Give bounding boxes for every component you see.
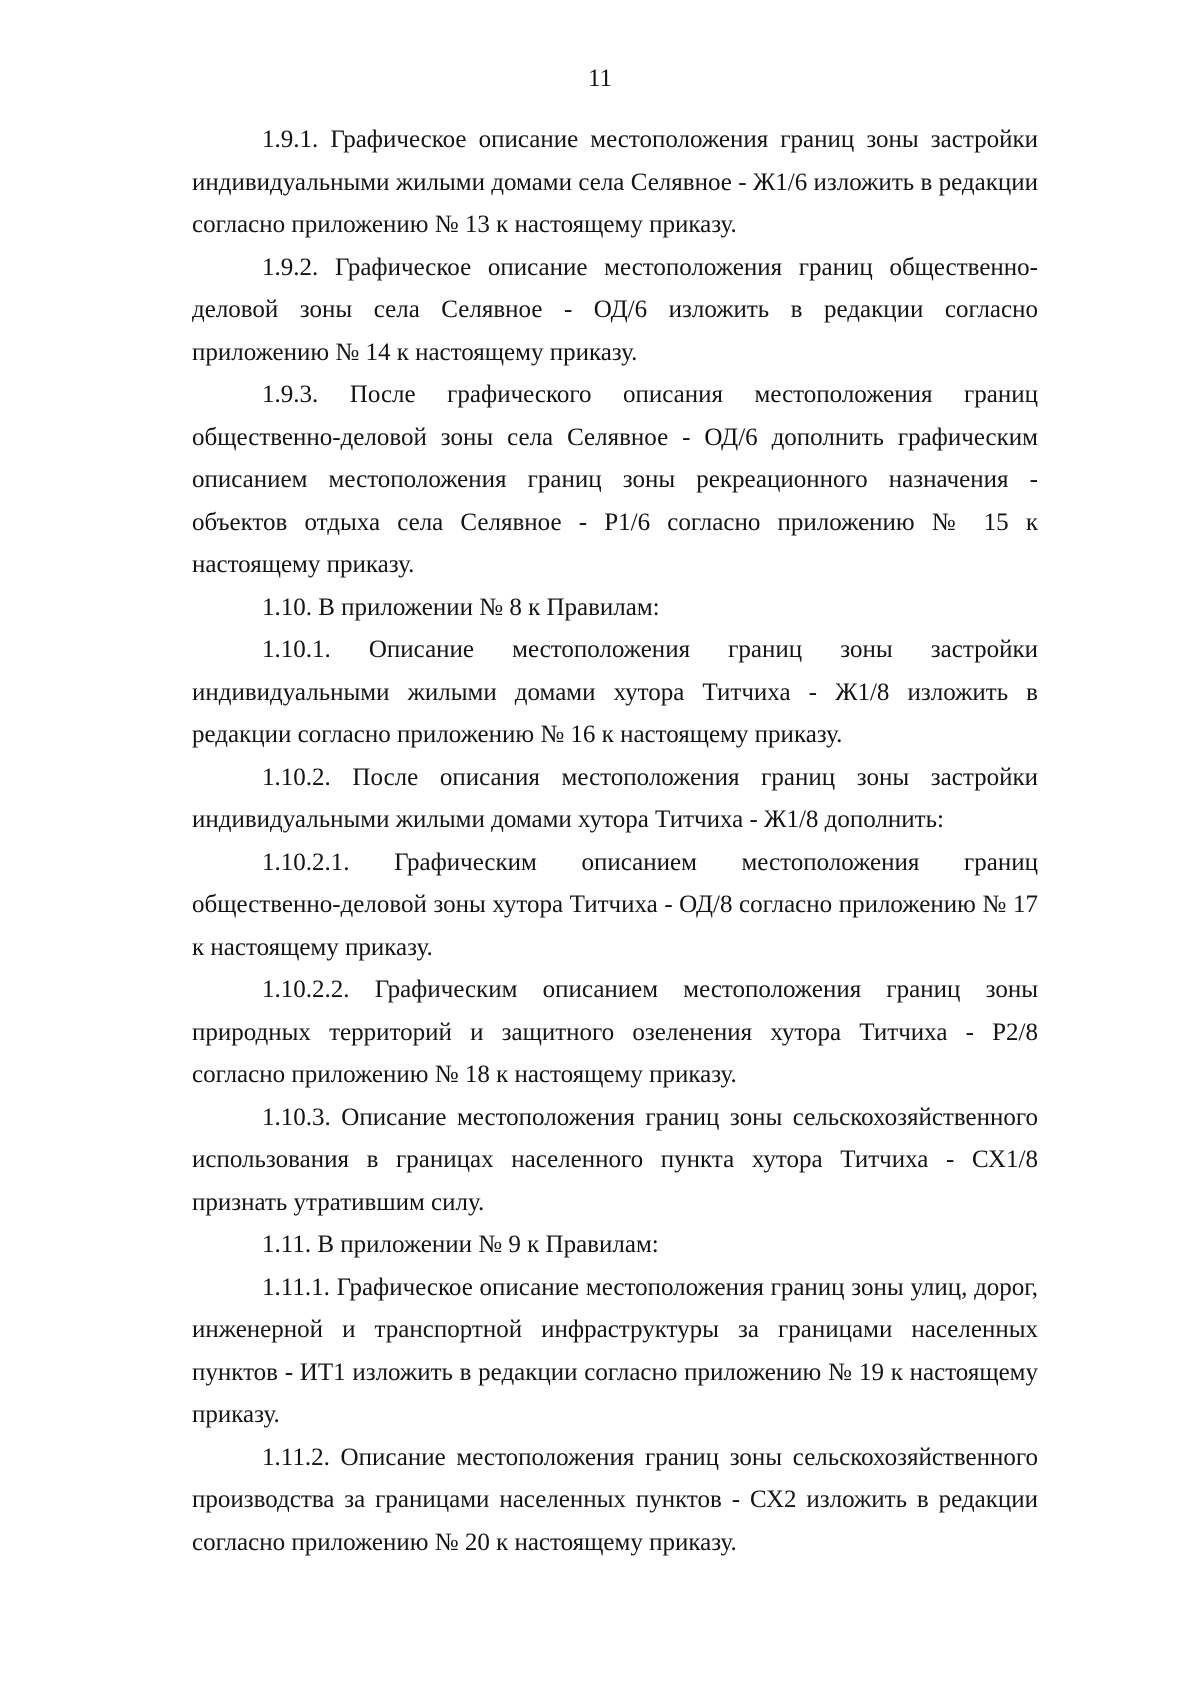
paragraph-1-10-2-1: 1.10.2.1. Графическим описанием местоположения границ общественно-деловой зоны хутора Титчиха - ОД/8 согласно приложению № 17 к настоящему приказу. [192,848,1038,961]
paragraph-1-10-2: 1.10.2. После описания местоположения границ зоны застройки индивидуальными жилыми домами хутора Титчиха - Ж1/8 дополнить: [192,763,1038,833]
paragraph-1-10-3: 1.10.3. Описание местоположения границ зоны сельскохозяйственного использования в границах населенного пункта хутора Титчиха - СХ1/8 признать утратившим силу. [192,1103,1038,1216]
paragraph-1-11: 1.11. В приложении № 9 к Правилам: [262,1231,659,1258]
page-number: 11 [587,65,613,92]
paragraph-1-11-1: 1.11.1. Графическое описание местоположения границ зоны улиц, дорог, инженерной и транспортной инфраструктуры за границами населенных пунктов - ИТ1 изложить в редакции согласно приложению № 19 к настоящему приказу. [192,1273,1038,1428]
paragraph-1-11-2: 1.11.2. Описание местоположения границ зоны сельскохозяйственного производства за границами населенных пунктов - СХ2 изложить в редакции согласно приложению № 20 к настоящему приказу. [192,1443,1038,1556]
paragraph-1-9-3: 1.9.3. После графического описания местоположения границ общественно-деловой зоны села Селявное - ОД/6 дополнить графическим описанием местоположения границ зоны рекреационного назначения - объектов отдыха села Селявное - Р1/6 согласно приложению № 15 к настоящему приказу. [192,381,1038,578]
paragraph-1-9-1: 1.9.1. Графическое описание местоположения границ зоны застройки индивидуальными жилыми домами села Селявное - Ж1/6 изложить в редакции согласно приложению № 13 к настоящему приказу. [192,126,1038,238]
document-body [192,119,1038,1564]
paragraph-1-10-1: 1.10.1. Описание местоположения границ зоны застройки индивидуальными жилыми домами хутора Титчиха - Ж1/8 изложить в редакции согласно приложению № 16 к настоящему приказу. [192,636,1038,748]
paragraph-1-10-2-2: 1.10.2.2. Графическим описанием местоположения границ зоны природных территорий и защитного озеленения хутора Титчиха - Р2/8 согласно приложению № 18 к настоящему приказу. [192,976,1038,1088]
paragraph-1-9-2: 1.9.2. Графическое описание местоположения границ общественно-деловой зоны села Селявное - ОД/6 изложить в редакции согласно приложению № 14 к настоящему приказу. [192,253,1038,366]
paragraph-1-10: 1.10. В приложении № 8 к Правилам: [262,593,660,621]
